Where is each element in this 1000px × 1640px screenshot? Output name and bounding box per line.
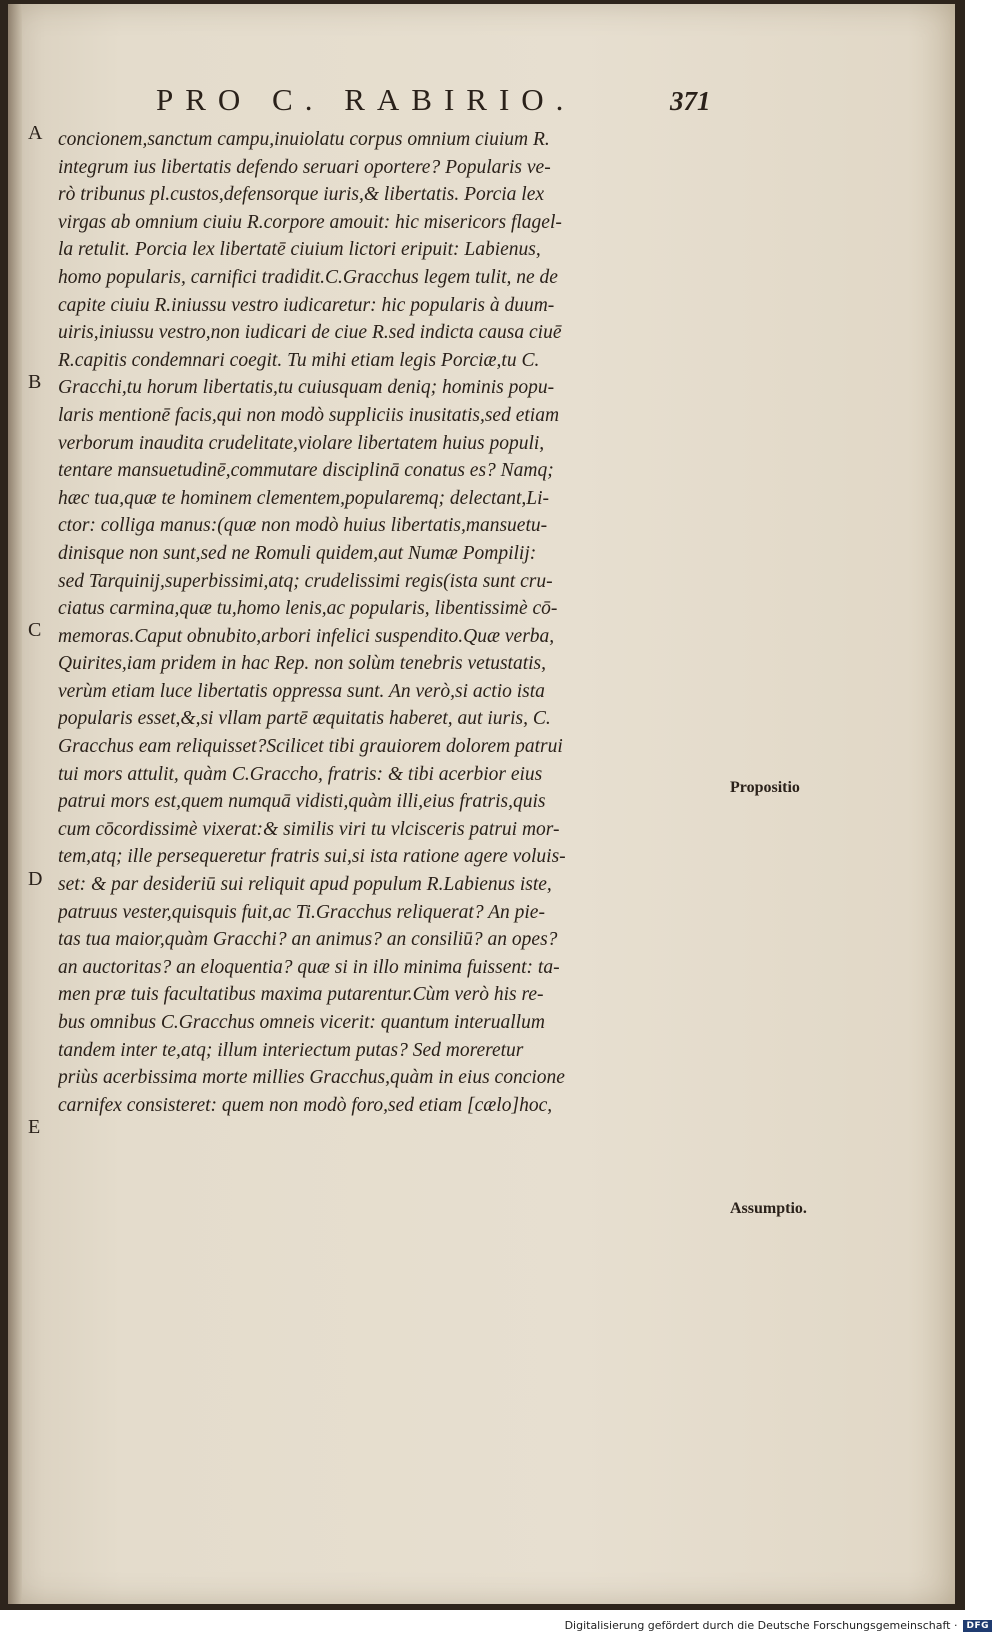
page-number: 371: [670, 86, 711, 116]
text-line: capite ciuiu R.iniussu vestro iudicaretur: hic popularis à duum-: [58, 294, 555, 316]
running-title: PRO C. RABIRIO.: [156, 82, 576, 117]
text-line: cum cōcordissimè vixerat:& similis viri tu vlcisceris patrui mor-: [58, 818, 560, 840]
text-line: tentare mansuetudinē,commutare disciplinā conatus es? Namq;: [58, 460, 554, 482]
text-line: memoras.Caput obnubito,arbori infelici suspendito.Quæ verba,: [58, 625, 555, 647]
text-line: la retulit. Porcia lex libertatē ciuium lictori eripuit: Labienus,: [58, 239, 541, 261]
digitization-credit: [565, 1619, 992, 1632]
text-line: set: & par desideriū sui reliquit apud populum R.Labienus iste,: [58, 874, 552, 896]
text-line: hæc tua,quæ te hominem clementem,popularemq; delectant,Li-: [58, 487, 550, 509]
text-line: homo popularis, carnifici tradidit.C.Gracchus legem tulit, ne de: [58, 266, 558, 288]
credit-text: Digitalisierung gefördert durch die Deutsche Forschungsgemeinschaft ·: [564, 1619, 958, 1632]
text-line: tas tua maior,quàm Gracchi? an animus? an consiliū? an opes?: [58, 929, 558, 951]
text-line: patruus vester,quisquis fuit,ac Ti.Gracchus reliquerat? An pie-: [58, 901, 545, 923]
text-line: ciatus carmina,quæ tu,homo lenis,ac popularis, libentissimè cō-: [58, 598, 558, 620]
text-line: R.capitis condemnari coegit. Tu mihi etiam legis Porciæ,tu C.: [58, 349, 540, 371]
text-line: sed Tarquinij,superbissimi,atq; crudelissimi regis(ista sunt cru-: [58, 570, 553, 592]
text-line: laris mentionē facis,qui non modò suppliciis inusitatis,sed etiam: [58, 404, 560, 426]
text-line: popularis esset,&,si vllam partē æquitatis haberet, aut iuris, C.: [58, 708, 551, 730]
section-letter-b: B: [28, 371, 42, 393]
binding-gutter: [8, 4, 22, 1604]
text-line: verborum inaudita crudelitate,violare libertatem huius populi,: [58, 432, 545, 454]
dfg-logo: DFG: [963, 1620, 992, 1632]
text-line: patrui mors est,quem numquā vidisti,quàm illi,eius fratris,quis: [58, 791, 546, 813]
text-line: integrum ius libertatis defendo seruari oportere? Popularis ve-: [58, 156, 551, 178]
text-line: Quirites,iam pridem in hac Rep. non solùm tenebris vetustatis,: [58, 653, 546, 675]
text-line: virgas ab omnium ciuiu R.corpore amouit: hic misericors flagel-: [58, 211, 562, 233]
text-line: verùm etiam luce libertatis oppressa sunt. An verò,si actio ista: [58, 680, 545, 702]
margin-note-propositio: Propositio: [730, 779, 800, 796]
section-letter-e: E: [28, 1116, 41, 1138]
text-line: men præ tuis facultatibus maxima putarentur.Cùm verò his re-: [58, 984, 544, 1006]
text-line: tandem inter te,atq; illum interiectum putas? Sed moreretur: [58, 1039, 524, 1061]
text-line: ctor: colliga manus:(quæ non modò huius libertatis,mansuetu-: [58, 515, 548, 537]
text-line: carnifex consisteret: quem non modò foro,sed etiam [cælo]hoc,: [58, 1094, 553, 1116]
section-letter-c: C: [28, 619, 42, 641]
section-letter-a: A: [28, 122, 43, 144]
text-line: concionem,sanctum campu,inuiolatu corpus omnium ciuium R.: [58, 129, 550, 150]
section-letter-d: D: [28, 868, 43, 890]
body-text: [58, 126, 718, 1119]
text-line: tem,atq; ille persequeretur fratris sui,si ista ratione agere voluis-: [58, 846, 566, 868]
text-line: bus omnibus C.Gracchus omneis vicerit: quantum interuallum: [58, 1012, 545, 1033]
margin-note-assumptio: Assumptio.: [730, 1200, 807, 1217]
text-line: uiris,iniussu vestro,non iudicari de ciue R.sed indicta causa ciuē: [58, 322, 562, 344]
text-line: Gracchi,tu horum libertatis,tu cuiusquam deniq; hominis popu-: [58, 377, 555, 399]
text-line: dinisque non sunt,sed ne Romuli quidem,aut Numæ Pompilij:: [58, 542, 537, 564]
text-line: an auctoritas? an eloquentia? quæ si in illo minima fuissent: ta-: [58, 956, 560, 978]
text-line: rò tribunus pl.custos,defensorque iuris,& libertatis. Porcia lex: [58, 184, 545, 206]
book-page: [8, 4, 955, 1604]
text-line: priùs acerbissima morte millies Gracchus,quàm in eius concione: [58, 1067, 565, 1089]
text-line: Gracchus eam reliquisset?Scilicet tibi grauiorem dolorem patrui: [58, 736, 563, 758]
text-line: tui mors attulit, quàm C.Graccho, fratris: & tibi acerbior eius: [58, 763, 543, 785]
